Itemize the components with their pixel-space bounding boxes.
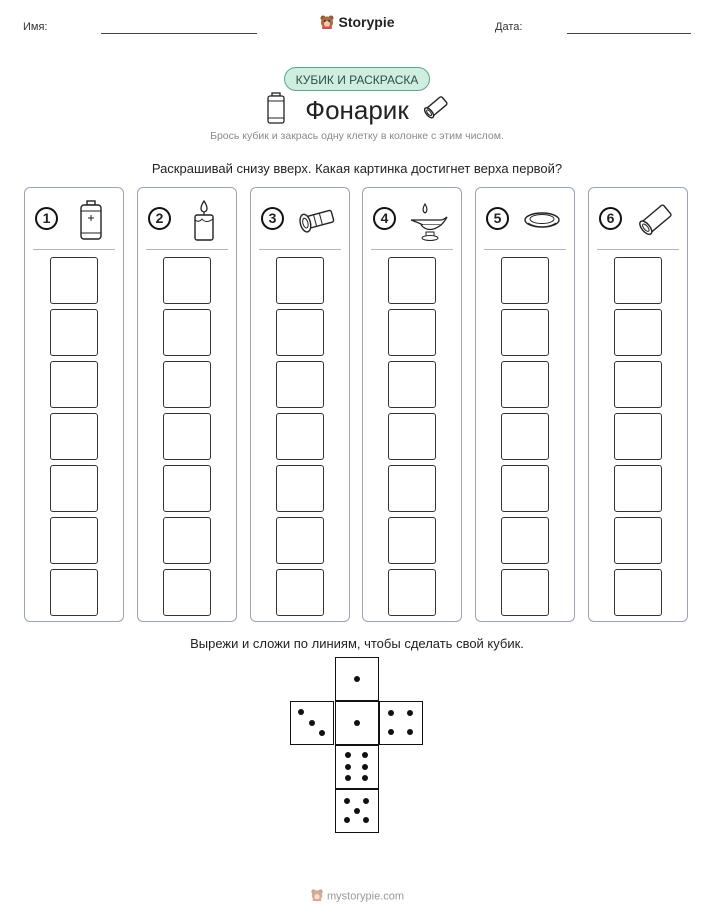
footer-bear-icon	[310, 888, 324, 905]
oil-lamp-icon	[407, 198, 451, 242]
column-divider	[146, 249, 228, 250]
dice-pip	[354, 720, 360, 726]
column-divider	[259, 249, 341, 250]
coloring-cell[interactable]	[388, 309, 436, 356]
coloring-cell[interactable]	[50, 309, 98, 356]
dice-pip	[388, 710, 394, 716]
battery-icon	[69, 198, 113, 242]
dice-pip	[354, 676, 360, 682]
column-divider	[33, 249, 115, 250]
brand-name: Storypie	[338, 14, 395, 31]
column-divider	[371, 249, 453, 250]
coloring-cell[interactable]	[388, 517, 436, 564]
coloring-cell[interactable]	[163, 517, 211, 564]
dice-face-5	[335, 789, 379, 833]
coloring-cell[interactable]	[163, 465, 211, 512]
dice-pip	[363, 798, 369, 804]
coloring-cell[interactable]	[276, 465, 324, 512]
coloring-cell[interactable]	[50, 465, 98, 512]
dice-pip	[362, 764, 368, 770]
coloring-cell[interactable]	[276, 309, 324, 356]
coloring-cell[interactable]	[50, 569, 98, 616]
column-divider	[597, 249, 679, 250]
dice-pip	[407, 710, 413, 716]
coloring-cell[interactable]	[614, 569, 662, 616]
dice-pip	[319, 730, 325, 736]
coloring-cell[interactable]	[501, 309, 549, 356]
tube-flashlight-icon	[633, 198, 677, 242]
name-line[interactable]	[101, 33, 257, 34]
coloring-cell[interactable]	[614, 309, 662, 356]
coloring-cell[interactable]	[614, 413, 662, 460]
dice-pip	[309, 720, 315, 726]
date-label: Дата:	[495, 21, 523, 33]
dice-face-6	[335, 745, 379, 789]
dice-pip	[388, 729, 394, 735]
column-number-badge: 4	[373, 207, 396, 230]
coloring-cell[interactable]	[50, 517, 98, 564]
flashlight-icon	[295, 198, 339, 242]
dice-pip	[298, 709, 304, 715]
dice-pip	[362, 775, 368, 781]
coloring-cell[interactable]	[276, 413, 324, 460]
coloring-cell[interactable]	[163, 361, 211, 408]
page-title: Фонарик	[305, 95, 409, 125]
coloring-cell[interactable]	[501, 569, 549, 616]
date-line[interactable]	[567, 33, 691, 34]
column-number-badge: 1	[35, 207, 58, 230]
column-number-badge: 5	[486, 207, 509, 230]
dice-pip	[407, 729, 413, 735]
name-label: Имя:	[23, 21, 48, 33]
coloring-cell[interactable]	[276, 361, 324, 408]
dice-pip	[362, 752, 368, 758]
coloring-instruction: Раскрашивай снизу вверх. Какая картинка достигнет верха первой?	[151, 161, 563, 176]
footer	[0, 888, 714, 905]
column-1	[24, 187, 124, 622]
column-divider	[484, 249, 566, 250]
coloring-cell[interactable]	[388, 569, 436, 616]
coloring-cell[interactable]	[50, 257, 98, 304]
coloring-cell[interactable]	[614, 257, 662, 304]
coloring-cell[interactable]	[614, 517, 662, 564]
column-2	[137, 187, 237, 622]
column-number-badge: 2	[148, 207, 171, 230]
column-4	[362, 187, 462, 622]
dice-face-3	[290, 701, 334, 745]
column-number-badge: 6	[599, 207, 622, 230]
coloring-cell[interactable]	[388, 257, 436, 304]
dice-face-1	[335, 657, 379, 701]
footer-url: mystorypie.com	[327, 890, 405, 903]
coloring-cell[interactable]	[50, 413, 98, 460]
activity-tag: КУБИК И РАСКРАСКА	[284, 67, 430, 91]
dice-face-1	[335, 701, 379, 745]
bear-icon	[319, 14, 335, 33]
coloring-cell[interactable]	[501, 361, 549, 408]
dice-pip	[344, 798, 350, 804]
coloring-cell[interactable]	[614, 465, 662, 512]
cut-instruction: Вырежи и сложи по линиям, чтобы сделать свой кубик.	[190, 636, 524, 651]
coloring-cell[interactable]	[50, 361, 98, 408]
tube-flashlight-icon	[421, 92, 451, 122]
coloring-cell[interactable]	[163, 569, 211, 616]
column-3	[250, 187, 350, 622]
dice-pip	[363, 817, 369, 823]
page-subtitle: Брось кубик и закрась одну клетку в колонке с этим числом.	[210, 130, 504, 142]
coloring-cell[interactable]	[276, 257, 324, 304]
column-number-badge: 3	[261, 207, 284, 230]
coloring-cell[interactable]	[501, 465, 549, 512]
dish-icon	[520, 198, 564, 242]
dice-pip	[344, 817, 350, 823]
dice-face-4	[379, 701, 423, 745]
coloring-cell[interactable]	[614, 361, 662, 408]
coloring-cell[interactable]	[276, 569, 324, 616]
candle-icon	[182, 198, 226, 242]
coloring-cell[interactable]	[501, 413, 549, 460]
coloring-cell[interactable]	[388, 465, 436, 512]
dice-pip	[345, 752, 351, 758]
coloring-cell[interactable]	[163, 309, 211, 356]
column-5	[475, 187, 575, 622]
coloring-cell[interactable]	[276, 517, 324, 564]
dice-pip	[354, 808, 360, 814]
coloring-cell[interactable]	[163, 413, 211, 460]
coloring-cell[interactable]	[163, 257, 211, 304]
brand-logo	[0, 14, 714, 33]
column-6	[588, 187, 688, 622]
coloring-cell[interactable]	[501, 257, 549, 304]
coloring-cell[interactable]	[501, 517, 549, 564]
coloring-cell[interactable]	[388, 413, 436, 460]
dice-pip	[345, 775, 351, 781]
coloring-cell[interactable]	[388, 361, 436, 408]
dice-pip	[345, 764, 351, 770]
